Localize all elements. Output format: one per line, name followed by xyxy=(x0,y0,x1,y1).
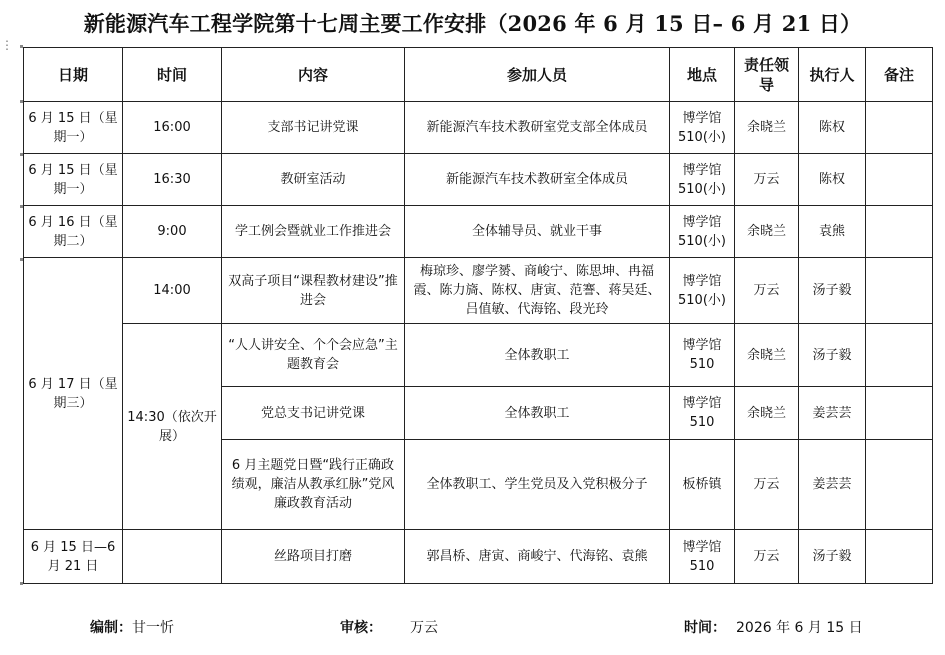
review-label: 审核： xyxy=(340,620,382,636)
content-cell[interactable]: 双高子项目“课程教材建设”推进会 xyxy=(222,258,405,324)
remark-cell[interactable] xyxy=(866,258,933,324)
executor-cell[interactable]: 陈权 xyxy=(799,154,866,206)
leader-cell[interactable]: 余晓兰 xyxy=(735,206,799,258)
executor-cell[interactable]: 汤子毅 xyxy=(799,258,866,324)
header-leader: 责任领导 xyxy=(735,48,799,102)
leader-cell[interactable]: 余晓兰 xyxy=(735,102,799,154)
remark-cell[interactable] xyxy=(866,324,933,387)
content-cell[interactable]: 党总支书记讲党课 xyxy=(222,387,405,440)
executor-cell[interactable]: 汤子毅 xyxy=(799,530,866,584)
date-cell[interactable]: 6 月 15 日（星期一） xyxy=(24,102,123,154)
table-row xyxy=(24,258,933,324)
header-remark: 备注 xyxy=(866,48,933,102)
header-participants: 参加人员 xyxy=(405,48,670,102)
leader-cell[interactable]: 余晓兰 xyxy=(735,387,799,440)
remark-cell[interactable] xyxy=(866,387,933,440)
location-cell[interactable]: 博学馆 510(小) xyxy=(670,258,735,324)
location-cell[interactable]: 博学馆 510(小) xyxy=(670,102,735,154)
footer-review xyxy=(340,617,438,637)
date-cell[interactable]: 6 月 15 日（星期一） xyxy=(24,154,123,206)
location-cell[interactable]: 博学馆 510(小) xyxy=(670,154,735,206)
participants-cell[interactable]: 全体辅导员、就业干事 xyxy=(405,206,670,258)
location-cell[interactable]: 博学馆 510 xyxy=(670,387,735,440)
compiled-value: 甘一忻 xyxy=(132,620,174,636)
content-cell[interactable]: 支部书记讲党课 xyxy=(222,102,405,154)
participants-cell[interactable]: 郭昌桥、唐寅、商峻宁、代海铭、袁熊 xyxy=(405,530,670,584)
time-cell[interactable]: 14:30（依次开展） xyxy=(123,324,222,530)
footer-time xyxy=(684,617,863,637)
participants-cell[interactable]: 梅琼珍、廖学赟、商峻宁、陈思坤、冉福霞、陈力旖、陈权、唐寅、范謇、蒋吴廷、吕值敏、代海铭、段光玲 xyxy=(405,258,670,324)
time-label: 时间： xyxy=(684,620,726,636)
location-cell[interactable]: 博学馆 510(小) xyxy=(670,206,735,258)
time-cell[interactable]: 16:00 xyxy=(123,102,222,154)
executor-cell[interactable]: 姜芸芸 xyxy=(799,387,866,440)
date-cell[interactable]: 6 月 16 日（星期二） xyxy=(24,206,123,258)
table-row xyxy=(24,324,933,387)
remark-cell[interactable] xyxy=(866,206,933,258)
remark-cell[interactable] xyxy=(866,154,933,206)
date-cell[interactable]: 6 月 15 日—6 月 21 日 xyxy=(24,530,123,584)
leader-cell[interactable]: 万云 xyxy=(735,440,799,530)
header-row xyxy=(24,48,933,102)
date-cell[interactable]: 6 月 17 日（星期三） xyxy=(24,258,123,530)
page-title: 新能源汽车工程学院第十七周主要工作安排（2026 年 6 月 15 日– 6 月 21 日） xyxy=(83,11,862,36)
executor-cell[interactable]: 袁熊 xyxy=(799,206,866,258)
content-cell[interactable]: 6 月主题党日暨“践行正确政绩观，廉洁从教承红脉”党风廉政教育活动 xyxy=(222,440,405,530)
participants-cell[interactable]: 新能源汽车技术教研室全体成员 xyxy=(405,154,670,206)
executor-cell[interactable]: 陈权 xyxy=(799,102,866,154)
review-value: 万云 xyxy=(410,620,438,636)
remark-cell[interactable] xyxy=(866,530,933,584)
leader-cell[interactable]: 万云 xyxy=(735,258,799,324)
time-cell[interactable]: 9:00 xyxy=(123,206,222,258)
header-time: 时间 xyxy=(123,48,222,102)
time-cell[interactable]: 14:00 xyxy=(123,258,222,324)
header-executor: 执行人 xyxy=(799,48,866,102)
table-row xyxy=(24,102,933,154)
time-value: 2026 年 6 月 15 日 xyxy=(736,620,863,636)
header-location: 地点 xyxy=(670,48,735,102)
executor-cell[interactable]: 汤子毅 xyxy=(799,324,866,387)
header-date: 日期 xyxy=(24,48,123,102)
table-row xyxy=(24,206,933,258)
content-cell[interactable]: 丝路项目打磨 xyxy=(222,530,405,584)
footer-compiled xyxy=(90,617,174,637)
schedule-table xyxy=(23,47,933,584)
leader-cell[interactable]: 万云 xyxy=(735,154,799,206)
content-cell[interactable]: 教研室活动 xyxy=(222,154,405,206)
leader-cell[interactable]: 余晓兰 xyxy=(735,324,799,387)
participants-cell[interactable]: 新能源汽车技术教研室党支部全体成员 xyxy=(405,102,670,154)
location-cell[interactable]: 博学馆 510 xyxy=(670,324,735,387)
drag-handle-icon[interactable]: ⋮ xyxy=(1,38,13,52)
content-cell[interactable]: 学工例会暨就业工作推进会 xyxy=(222,206,405,258)
content-cell[interactable]: “人人讲安全、个个会应急”主题教育会 xyxy=(222,324,405,387)
time-cell[interactable] xyxy=(123,530,222,584)
table-row xyxy=(24,530,933,584)
location-cell[interactable]: 博学馆 510 xyxy=(670,530,735,584)
leader-cell[interactable]: 万云 xyxy=(735,530,799,584)
table-row xyxy=(24,154,933,206)
executor-cell[interactable]: 姜芸芸 xyxy=(799,440,866,530)
compiled-label: 编制： xyxy=(90,620,132,636)
participants-cell[interactable]: 全体教职工 xyxy=(405,324,670,387)
header-content: 内容 xyxy=(222,48,405,102)
location-cell[interactable]: 板桥镇 xyxy=(670,440,735,530)
participants-cell[interactable]: 全体教职工 xyxy=(405,387,670,440)
remark-cell[interactable] xyxy=(866,440,933,530)
participants-cell[interactable]: 全体教职工、学生党员及入党积极分子 xyxy=(405,440,670,530)
time-cell[interactable]: 16:30 xyxy=(123,154,222,206)
remark-cell[interactable] xyxy=(866,102,933,154)
